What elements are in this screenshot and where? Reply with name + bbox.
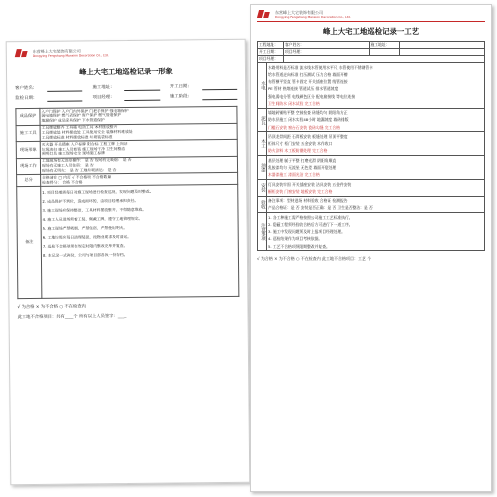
row-line: 弱电箱保护 燃气表保护 窗户保护 燃气管道保护 <box>41 112 122 119</box>
section-items <box>267 108 485 132</box>
site-address-label: 施工地址： <box>92 85 115 91</box>
row-line: 现场有无施工人员住宿： 是 否 <box>41 162 94 169</box>
section-line: 产品合格证：是 否 安装是否正确：是 否 卫生是否整洁：是 否 <box>268 205 373 211</box>
section-category: 泥瓦 <box>258 108 267 132</box>
table-row <box>258 180 485 197</box>
section-category: 验收 <box>258 196 267 213</box>
table-row <box>258 63 485 108</box>
section-items <box>267 180 485 197</box>
right-company-header <box>257 9 485 19</box>
notes-cell <box>41 184 239 298</box>
row-line: 垃圾清扫 施工人员着装 施工现场干净 卫生间整洁 <box>41 145 126 152</box>
client-name-label: 客户姓名： <box>15 85 38 92</box>
table-row <box>258 196 485 213</box>
blank-cell <box>399 48 485 55</box>
project-address-label: 工程地址： <box>258 42 284 49</box>
right-document-sheet <box>250 4 492 492</box>
row-items <box>40 140 237 159</box>
start-date-label: 开工日期： <box>258 48 284 55</box>
client-name-label: 客户姓名： <box>284 42 370 49</box>
right-company-name-cn: 东营峰上大宅装饰有限公司 <box>275 9 323 15</box>
row-category: 总分 <box>17 175 41 187</box>
section-line: 墙地砖铺贴平整 空鼓检查 砖缝均匀 阴阳角方正 <box>268 110 348 116</box>
left-inspection-table <box>15 106 239 300</box>
section-line: 给水管道走向标准 打压测试 压力合格 墙面开槽 <box>268 72 348 78</box>
table-row <box>258 156 485 180</box>
section-category: 安装 <box>258 180 267 197</box>
table-row <box>258 132 485 156</box>
row-line: 工具摆放标准 材料摆放标准 垃圾装袋标准 <box>41 133 113 140</box>
row-line: 灭火器 开关插座 入户标牌 阳台标 工程工牌 上岗证 <box>41 140 128 147</box>
section-category: 注意事项 <box>258 213 267 251</box>
row-line: 检查得分： 合格 不合格 <box>42 179 83 185</box>
header-divider <box>257 21 485 22</box>
row-line: 地漏保护 成品家具保护 下水管道保护 <box>41 117 105 124</box>
section-line: 卫生间防水 闭水试验 完工合格 <box>268 100 320 106</box>
note-line: 2. 成品保护不到位，造成损坏的，由项目经理承担责任。 <box>42 197 139 204</box>
project-manager-label: 项目经理： <box>284 48 370 55</box>
section-line: 乳胶漆均匀 无流坠 无色差 墙面开裂处理 <box>268 165 337 171</box>
section-line: 柜体尺寸 柜门安装 五金安装 木作收口 <box>268 141 333 147</box>
table-row <box>258 108 485 132</box>
inspection-date-label: 监检日期： <box>15 95 38 102</box>
row-category: 施工工具 <box>16 125 40 142</box>
section-items <box>267 196 485 213</box>
section-line: 基层处理 腻子平整 打磨光滑 阴阳角顺直 <box>268 157 337 163</box>
row-line: 工具摆放处 材料摆放处 工具使用安全 装修材料堆放处 <box>41 128 133 135</box>
table-row <box>17 184 239 298</box>
row-category: 现场形象 <box>16 142 40 159</box>
note-line: 6. 工地垃圾应每日清理装袋，按物业要求及时清运。 <box>42 233 132 240</box>
section-items <box>267 63 485 108</box>
left-document-sheet <box>6 39 251 485</box>
right-process-table <box>257 62 485 251</box>
row-items <box>40 106 237 125</box>
row-category: 成品保护 <box>16 108 40 125</box>
section-category: 木工 <box>258 132 267 156</box>
section-line: 吊顶龙骨间距 石膏板安装 板缝处理 吊顶平整度 <box>268 134 348 140</box>
left-company-name-cn: 东营峰上大宅装饰有限公司 <box>32 47 81 54</box>
section-line: 门槛石安装 窗台石安装 瓷砖勾缝 完工合格 <box>268 124 340 130</box>
section-items <box>267 132 485 156</box>
company-logo-icon <box>15 48 29 58</box>
construction-stage-label: 施工阶段： <box>169 94 192 100</box>
note-line: 3. 施工现场应保持整洁，工具材料摆放整齐，不得随意堆放。 <box>42 206 147 213</box>
row-line: 工具摆放整齐 工具箱 电动工具 木材摆放整齐 <box>41 124 118 131</box>
section-line: 1. 各工种施工需严格按照公司施工工艺标准执行。 <box>268 214 353 220</box>
section-line: 橱柜安装 门窗安装 地板安装 完工合格 <box>268 188 333 194</box>
notes-category: 备注 <box>17 187 42 299</box>
project-manager-label: 项目经理： <box>92 95 115 101</box>
section-line: 备注事项：型材进场 材料验收 合格证 检测报告 <box>268 198 348 204</box>
section-category: 水电 <box>258 63 267 108</box>
section-items <box>267 213 485 251</box>
section-line: 强电弱电分管 电线颜色区分 配电箱接线 等电位连接 <box>268 93 356 99</box>
section-line: 防水层施工 闭水实验48小时 地漏坡度 墙砖排版 <box>268 117 349 123</box>
section-line: 防火涂料 木工板防潮处理 完工合格 <box>268 148 328 154</box>
right-info-table <box>257 41 485 63</box>
start-date-label: 开工日期： <box>169 84 192 90</box>
left-company-header <box>15 46 237 58</box>
row-items <box>40 123 237 142</box>
blank-cell <box>399 42 485 49</box>
section-line: 水路用料是否标准 流水线水管使用水平尺 水管使用不锈钢管卡 <box>268 64 373 70</box>
left-info-row-1 <box>15 84 237 92</box>
right-footer: √ 为合格 × 为不合格 ○ 不在检查内 此工地不合格项目：工艺 个 <box>257 256 372 262</box>
section-line: 2. 隐蔽工程须经验收合格后方可进行下一道工序。 <box>268 222 353 228</box>
note-line: 5. 施工现场严禁吸烟、严禁住宿、严禁使用明火。 <box>42 224 128 231</box>
note-line: 8. 本记录一式两份，公司与项目部各执一份存档。 <box>42 251 128 258</box>
note-line: 1. 项目经理需每日对施工现场进行检查巡视，发现问题及时整改。 <box>42 188 154 195</box>
section-line: 3. 施工中发现问题须及时上报项目经理处理。 <box>268 229 345 235</box>
section-line: 5. 工艺不合格项须限期整改并复查。 <box>268 243 330 249</box>
blank-cell <box>369 48 399 55</box>
table-row <box>258 213 485 251</box>
section-line: 布管横平竖直 管卡固定 开关插座位置 线管连接 <box>268 79 348 85</box>
left-document-title: 峰上大宅工地巡检记录一形象 <box>79 66 173 77</box>
section-line: 4. 巡检结果作为项目考核依据。 <box>268 236 323 242</box>
note-line: 7. 巡检不合格项须在规定时限内整改完毕并复查。 <box>42 242 128 249</box>
row-line: 工地现场有无违章操作： 是 否 现场有无吸烟： 是 否 <box>41 157 132 164</box>
section-line: 木器漆施工 漆面光洁 完工合格 <box>268 172 320 178</box>
left-footer-signature: 此工地不合格项目：共有____个 所有以上人员签字：____ <box>17 314 127 321</box>
manager-label: 项目经理： <box>258 55 284 62</box>
row-line: 合格请在 □ 内打 √ 不合格项 不合格数量 <box>42 174 112 180</box>
section-items <box>267 156 485 180</box>
site-address-label: 施工地址： <box>369 42 399 49</box>
row-items <box>40 156 237 175</box>
left-info-row-2 <box>15 94 237 102</box>
company-logo-icon <box>257 9 271 19</box>
right-document-title: 峰上大宅工地巡检记录一工艺 <box>322 27 420 36</box>
right-company-name-en: Dongying Fengshang Mansion Decoration Co., Ltd. <box>275 14 351 19</box>
row-line: 现场有无明火： 是 否 工地垃圾清运： 是 否 <box>42 167 117 173</box>
row-category: 现场工作 <box>16 158 40 175</box>
left-footer-legend: √ 为合格 × 为不合格 ○ 不在检查内 <box>17 304 86 311</box>
note-line: 4. 施工人员进场须着工装、佩戴工牌，遵守工地管理规定。 <box>42 215 143 222</box>
section-line: PE 管材 热熔连接 管道试压 排水管道坡度 <box>268 86 339 92</box>
left-company-name-en: Dongying Fengshang Mansion Decoration Co., Ltd. <box>32 52 109 58</box>
section-line: 灯具安装牢固 开关插座安装 洁具安装 五金件安装 <box>268 181 352 187</box>
row-line: 照明灯具 施工现场安全 现场施工标牌 <box>41 150 106 157</box>
section-category: 油漆 <box>258 156 267 180</box>
row-line: 入户门保护 入户门内外保护 门把手保护 强电箱保护 <box>41 107 129 114</box>
